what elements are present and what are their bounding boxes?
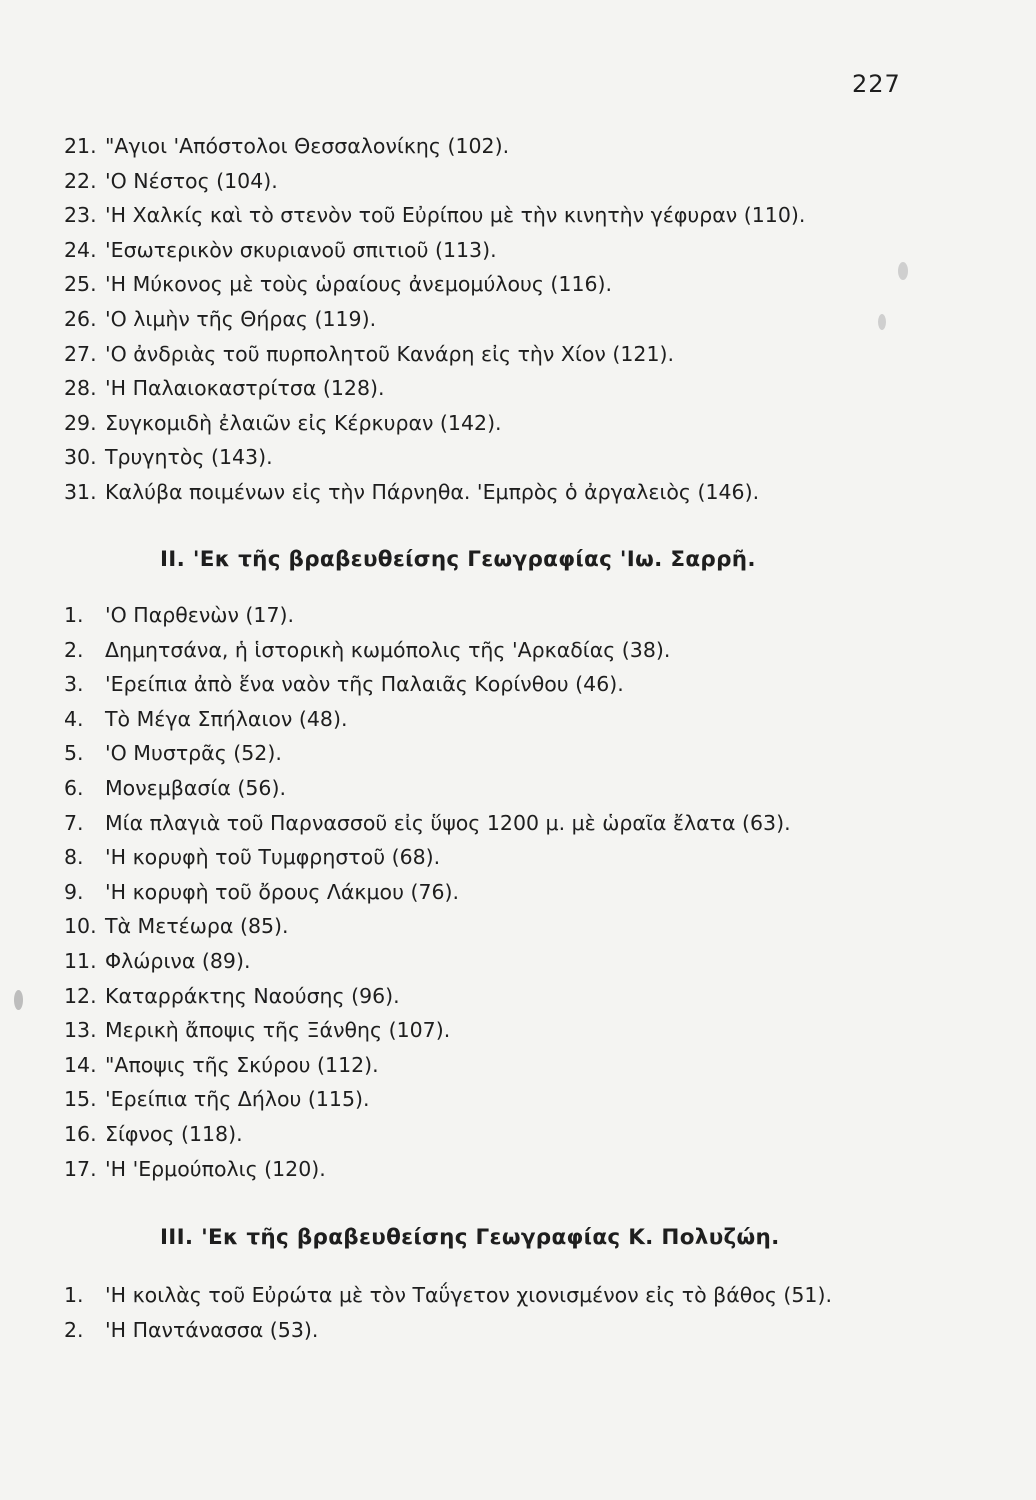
item-number: 26.: [64, 306, 97, 331]
paper-speck: [878, 314, 886, 330]
item-text: 'Εσωτερικὸν σκυριανοῦ σπιτιοῦ (113).: [105, 237, 497, 262]
item-text: 'Ερείπια ἀπὸ ἕνα ναὸν τῆς Παλαιᾶς Κορίνθου (46).: [105, 672, 624, 697]
item-number: 27.: [64, 341, 97, 366]
item-text: Σίφνος (118).: [105, 1121, 243, 1146]
item-text: Μερικὴ ἄποψις τῆς Ξάνθης (107).: [105, 1018, 451, 1043]
item-text: 'Η κορυφὴ τοῦ Τυμφρηστοῦ (68).: [105, 845, 441, 870]
item-number: 1.: [64, 1283, 84, 1307]
item-text: 'Ο λιμὴν τῆς Θήρας (119).: [105, 306, 377, 331]
item-text: Τὸ Μέγα Σπήλαιον (48).: [105, 706, 348, 731]
item-number: 6.: [64, 775, 84, 800]
item-number: 16.: [64, 1121, 97, 1146]
item-text: Μία πλαγιὰ τοῦ Παρνασσοῦ εἰς ὕψος 1200 μ. μὲ ὡραῖα ἔλατα (63).: [105, 810, 791, 835]
section3-heading: III. 'Εκ τῆς βραβευθείσης Γεωγραφίας Κ. Πολυζώη.: [160, 1225, 780, 1250]
item-number: 31.: [64, 479, 97, 504]
item-number: 22.: [64, 168, 97, 193]
item-number: 25.: [64, 272, 97, 297]
item-number: 13.: [64, 1018, 97, 1043]
item-number: 7.: [64, 810, 84, 835]
item-text: 'Η Παλαιοκαστρίτσα (128).: [105, 376, 385, 401]
item-number: 15.: [64, 1087, 97, 1112]
item-number: 3.: [64, 672, 84, 697]
item-text: "Αγιοι 'Απόστολοι Θεσσαλονίκης (102).: [105, 134, 510, 158]
item-number: 2.: [64, 637, 84, 662]
item-number: 14.: [64, 1052, 97, 1077]
item-text: 'Ο Μυστρᾶς (52).: [105, 741, 282, 766]
item-number: 21.: [64, 134, 97, 158]
item-text: Καλύβα ποιμένων εἰς τὴν Πάρνηθα. 'Εμπρὸς ὁ ἀργαλειὸς (146).: [105, 479, 760, 504]
section2-heading: II. 'Εκ τῆς βραβευθείσης Γεωγραφίας 'Ιω. Σαρρῆ.: [160, 547, 756, 572]
item-text: Φλώρινα (89).: [105, 948, 251, 973]
item-text: 'Ο Νέστος (104).: [105, 168, 278, 193]
item-number: 28.: [64, 376, 97, 401]
item-number: 10.: [64, 914, 97, 939]
item-text: Συγκομιδὴ ἐλαιῶν εἰς Κέρκυραν (142).: [105, 410, 502, 435]
item-text: Δημητσάνα, ἡ ἱστορικὴ κωμόπολις τῆς 'Αρκαδίας (38).: [105, 637, 671, 662]
item-number: 29.: [64, 410, 97, 435]
item-text: "Αποψις τῆς Σκύρου (112).: [105, 1052, 379, 1077]
item-number: 12.: [64, 983, 97, 1008]
paper-speck: [898, 262, 908, 280]
item-text: 'Η Παντάνασσα (53).: [105, 1317, 319, 1342]
page-number: 227: [852, 70, 901, 98]
item-text: 'Ο ἀνδριὰς τοῦ πυρπολητοῦ Κανάρη εἰς τὴν Χίον (121).: [105, 341, 674, 366]
item-text: Μονεμβασία (56).: [105, 775, 286, 800]
item-number: 4.: [64, 706, 84, 731]
item-text: 'Η κοιλὰς τοῦ Εὐρώτα μὲ τὸν Ταΰγετον χιονισμένον εἰς τὸ βάθος (51).: [105, 1283, 832, 1307]
item-number: 5.: [64, 741, 84, 766]
item-number: 17.: [64, 1156, 97, 1181]
item-text: 'Ο Παρθενὼν (17).: [105, 603, 295, 627]
item-number: 9.: [64, 879, 84, 904]
item-number: 11.: [64, 948, 97, 973]
item-text: 'Η Χαλκίς καὶ τὸ στενὸν τοῦ Εὐρίπου μὲ τὴν κινητὴν γέφυραν (110).: [105, 203, 806, 228]
item-text: 'Η 'Ερμούπολις (120).: [105, 1156, 326, 1181]
item-text: 'Η Μύκονος μὲ τοὺς ὡραίους ἀνεμομύλους (116).: [105, 272, 613, 297]
item-number: 1.: [64, 603, 84, 627]
item-text: Τὰ Μετέωρα (85).: [105, 914, 289, 939]
item-number: 24.: [64, 237, 97, 262]
item-number: 2.: [64, 1317, 84, 1342]
paper-speck: [14, 990, 23, 1010]
item-text: 'Η κορυφὴ τοῦ ὄρους Λάκμου (76).: [105, 879, 460, 904]
item-text: 'Ερείπια τῆς Δήλου (115).: [105, 1087, 370, 1112]
item-text: Καταρράκτης Ναούσης (96).: [105, 983, 400, 1008]
item-number: 23.: [64, 203, 97, 228]
item-number: 30.: [64, 445, 97, 470]
item-text: Τρυγητὸς (143).: [105, 445, 273, 470]
item-number: 8.: [64, 845, 84, 870]
